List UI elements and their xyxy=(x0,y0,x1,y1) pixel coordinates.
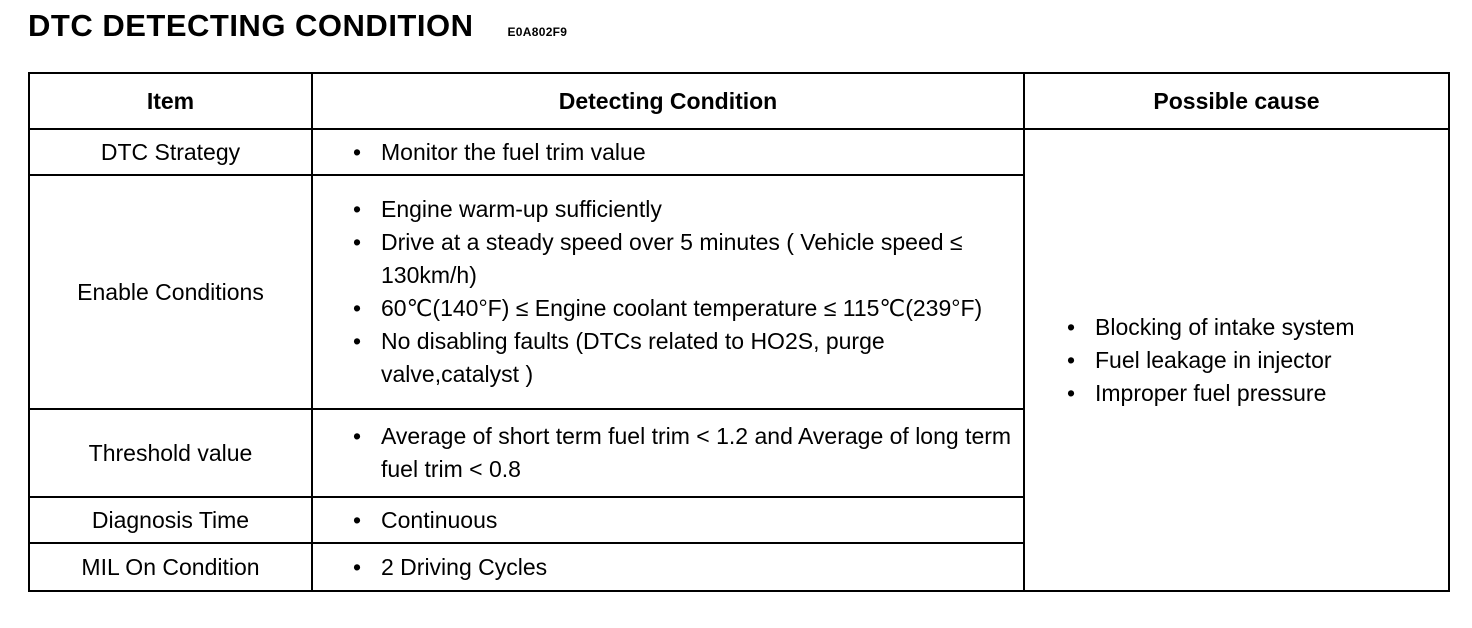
title-row xyxy=(28,8,567,44)
row-conditions-dtc-strategy xyxy=(312,129,1024,175)
condition-item: • 60℃(140°F) ≤ Engine coolant temperature ≤ 115℃(239°F) xyxy=(353,292,1013,325)
column-header-possible-cause: Possible cause xyxy=(1024,73,1449,129)
condition-item: • 2 Driving Cycles xyxy=(353,551,1013,584)
condition-item: • Continuous xyxy=(353,504,1013,537)
possible-cause-list xyxy=(1067,311,1448,410)
column-header-detecting-condition: Detecting Condition xyxy=(312,73,1024,129)
document-code: E0A802F9 xyxy=(507,25,568,39)
row-conditions-enable-conditions xyxy=(312,175,1024,409)
row-item-diagnosis-time: Diagnosis Time xyxy=(29,497,312,543)
row-item-threshold-value: Threshold value xyxy=(29,409,312,497)
column-header-item: Item xyxy=(29,73,312,129)
row-item-mil-on-condition: MIL On Condition xyxy=(29,543,312,591)
row-item-dtc-strategy: DTC Strategy xyxy=(29,129,312,175)
possible-cause-item: • Blocking of intake system xyxy=(1067,311,1448,344)
row-conditions-mil-on-condition xyxy=(312,543,1024,591)
condition-list xyxy=(353,136,1013,169)
condition-item: • Monitor the fuel trim value xyxy=(353,136,1013,169)
condition-item: • No disabling faults (DTCs related to HO2S, purge valve,catalyst ) xyxy=(353,325,1013,391)
possible-cause-cell xyxy=(1024,129,1449,591)
condition-list xyxy=(353,504,1013,537)
possible-cause-item: • Improper fuel pressure xyxy=(1067,377,1448,410)
condition-item: • Engine warm-up sufficiently xyxy=(353,193,1013,226)
condition-list xyxy=(353,193,1013,391)
dtc-condition-table xyxy=(28,72,1450,592)
possible-cause-item: • Fuel leakage in injector xyxy=(1067,344,1448,377)
row-conditions-diagnosis-time xyxy=(312,497,1024,543)
table-row xyxy=(29,129,1449,175)
condition-item: • Drive at a steady speed over 5 minutes ( Vehicle speed ≤ 130km/h) xyxy=(353,226,1013,292)
row-conditions-threshold-value xyxy=(312,409,1024,497)
condition-item: • Average of short term fuel trim < 1.2 and Average of long term fuel trim < 0.8 xyxy=(353,420,1013,486)
row-item-enable-conditions: Enable Conditions xyxy=(29,175,312,409)
condition-list xyxy=(353,551,1013,584)
table-header-row xyxy=(29,73,1449,129)
page-title: DTC DETECTING CONDITION xyxy=(28,8,474,43)
condition-list xyxy=(353,420,1013,486)
